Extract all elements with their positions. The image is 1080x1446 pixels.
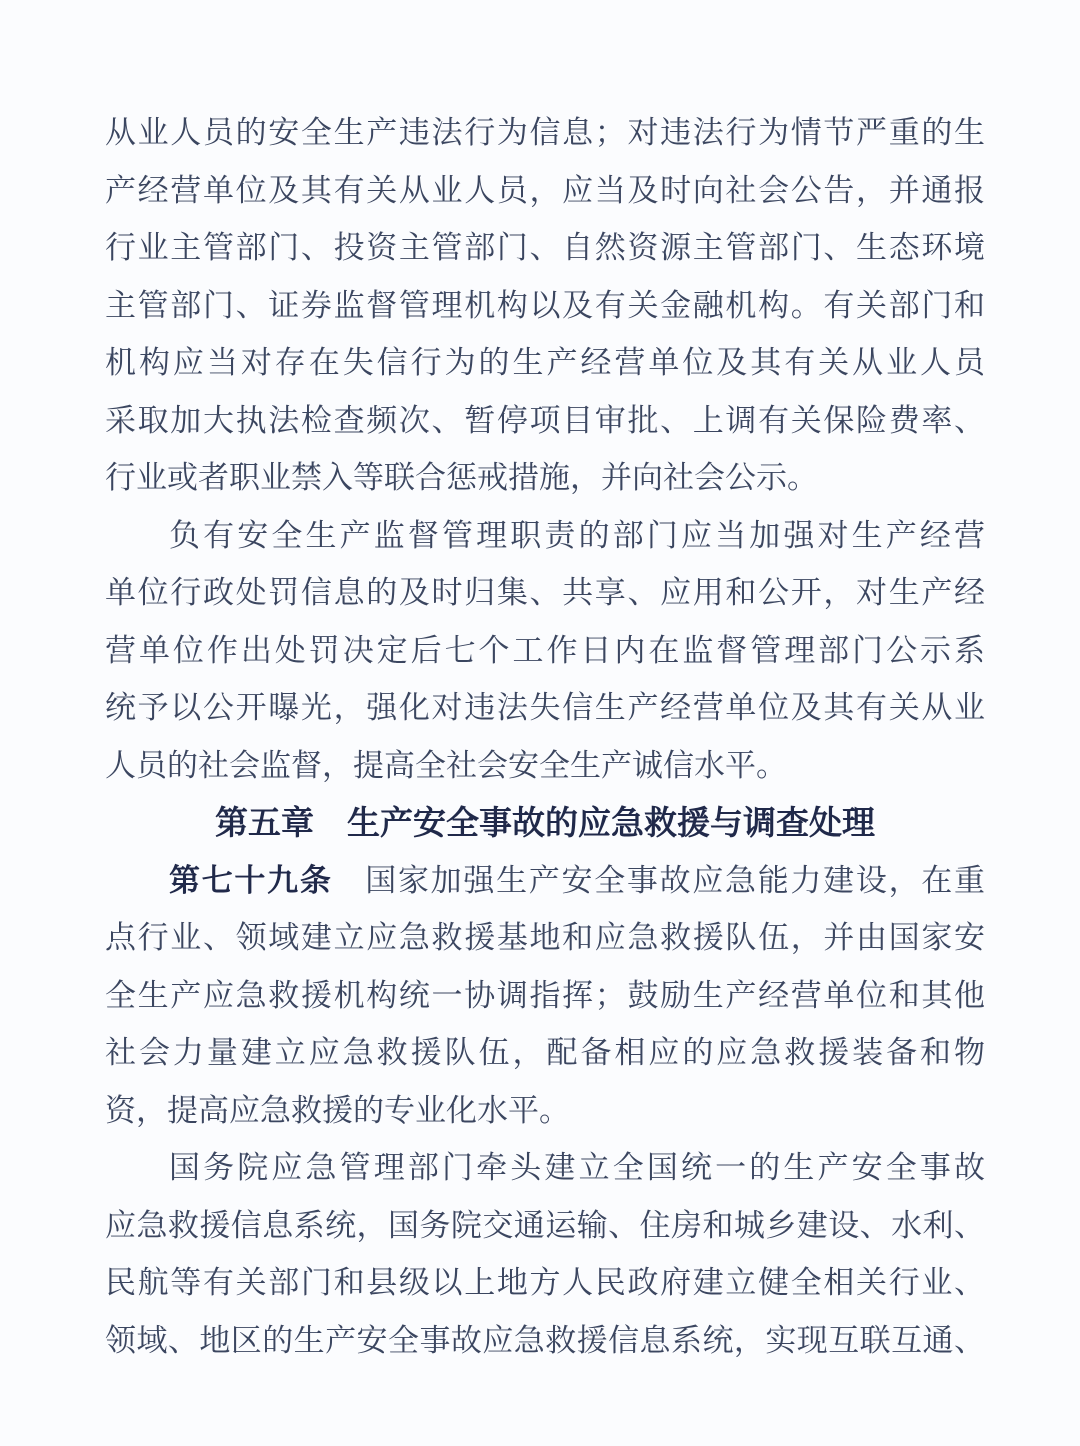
text-line	[105, 162, 985, 220]
text-segment: 第五章 生产安全事故的应急救援与调查处理	[215, 804, 875, 841]
text-segment: 全生产应急救援机构统一协调指挥；鼓励生产经营单位和其他	[105, 977, 985, 1013]
text-line	[105, 564, 985, 622]
text-line	[105, 1254, 985, 1312]
text-line	[105, 334, 985, 392]
text-line	[105, 392, 985, 450]
text-line	[105, 1082, 985, 1140]
text-segment: 从业人员的安全生产违法行为信息；对违法行为情节严重的生	[105, 115, 985, 150]
text-segment: 国家加强生产安全事故应急能力建设，在重	[332, 862, 986, 898]
text-line	[105, 622, 985, 680]
text-segment: 行业或者职业禁入等联合惩戒措施，并向社会公示。	[105, 460, 818, 495]
text-segment: 领域、地区的生产安全事故应急救援信息系统，实现互联互通、	[105, 1322, 985, 1358]
article-number: 第七十九条	[169, 862, 333, 898]
text-segment: 社会力量建立应急救援队伍，配备相应的应急救援装备和物	[105, 1035, 985, 1070]
text-segment: 采取加大执法检查频次、暂停项目审批、上调有关保险费率、	[105, 402, 985, 438]
text-segment: 应急救援信息系统，国务院交通运输、住房和城乡建设、水利、	[105, 1207, 985, 1243]
chapter-heading	[105, 794, 985, 852]
text-line	[105, 277, 985, 335]
text-line	[105, 1197, 985, 1255]
text-segment: 营单位作出处罚决定后七个工作日内在监督管理部门公示系	[105, 632, 985, 668]
text-line	[105, 1312, 985, 1370]
text-line	[105, 219, 985, 277]
text-line	[105, 909, 985, 967]
text-line	[105, 1139, 985, 1197]
text-segment: 国务院应急管理部门牵头建立全国统一的生产安全事故	[169, 1150, 985, 1185]
text-segment: 民航等有关部门和县级以上地方人民政府建立健全相关行业、	[105, 1265, 985, 1300]
text-line	[105, 104, 985, 162]
text-segment: 行业主管部门、投资主管部门、自然资源主管部门、生态环境	[105, 230, 985, 265]
text-line	[105, 1024, 985, 1082]
text-segment: 单位行政处罚信息的及时归集、共享、应用和公开，对生产经	[105, 575, 985, 610]
text-line	[105, 737, 985, 795]
text-segment: 人员的社会监督，提高全社会安全生产诚信水平。	[105, 747, 787, 783]
text-line	[105, 679, 985, 737]
text-segment: 点行业、领域建立应急救援基地和应急救援队伍，并由国家安	[105, 920, 985, 955]
text-segment: 机构应当对存在失信行为的生产经营单位及其有关从业人员	[105, 345, 985, 380]
text-segment: 产经营单位及其有关从业人员，应当及时向社会公告，并通报	[105, 172, 985, 208]
text-segment: 资，提高应急救援的专业化水平。	[105, 1092, 570, 1128]
text-line	[105, 507, 985, 565]
text-line	[105, 852, 985, 910]
text-segment: 主管部门、证券监督管理机构以及有关金融机构。有关部门和	[105, 287, 985, 323]
text-line	[105, 449, 985, 507]
text-segment: 统予以公开曝光，强化对违法失信生产经营单位及其有关从业	[105, 690, 985, 725]
text-segment: 负有安全生产监督管理职责的部门应当加强对生产经营	[169, 517, 985, 553]
document-text	[105, 104, 985, 1369]
text-line	[105, 967, 985, 1025]
